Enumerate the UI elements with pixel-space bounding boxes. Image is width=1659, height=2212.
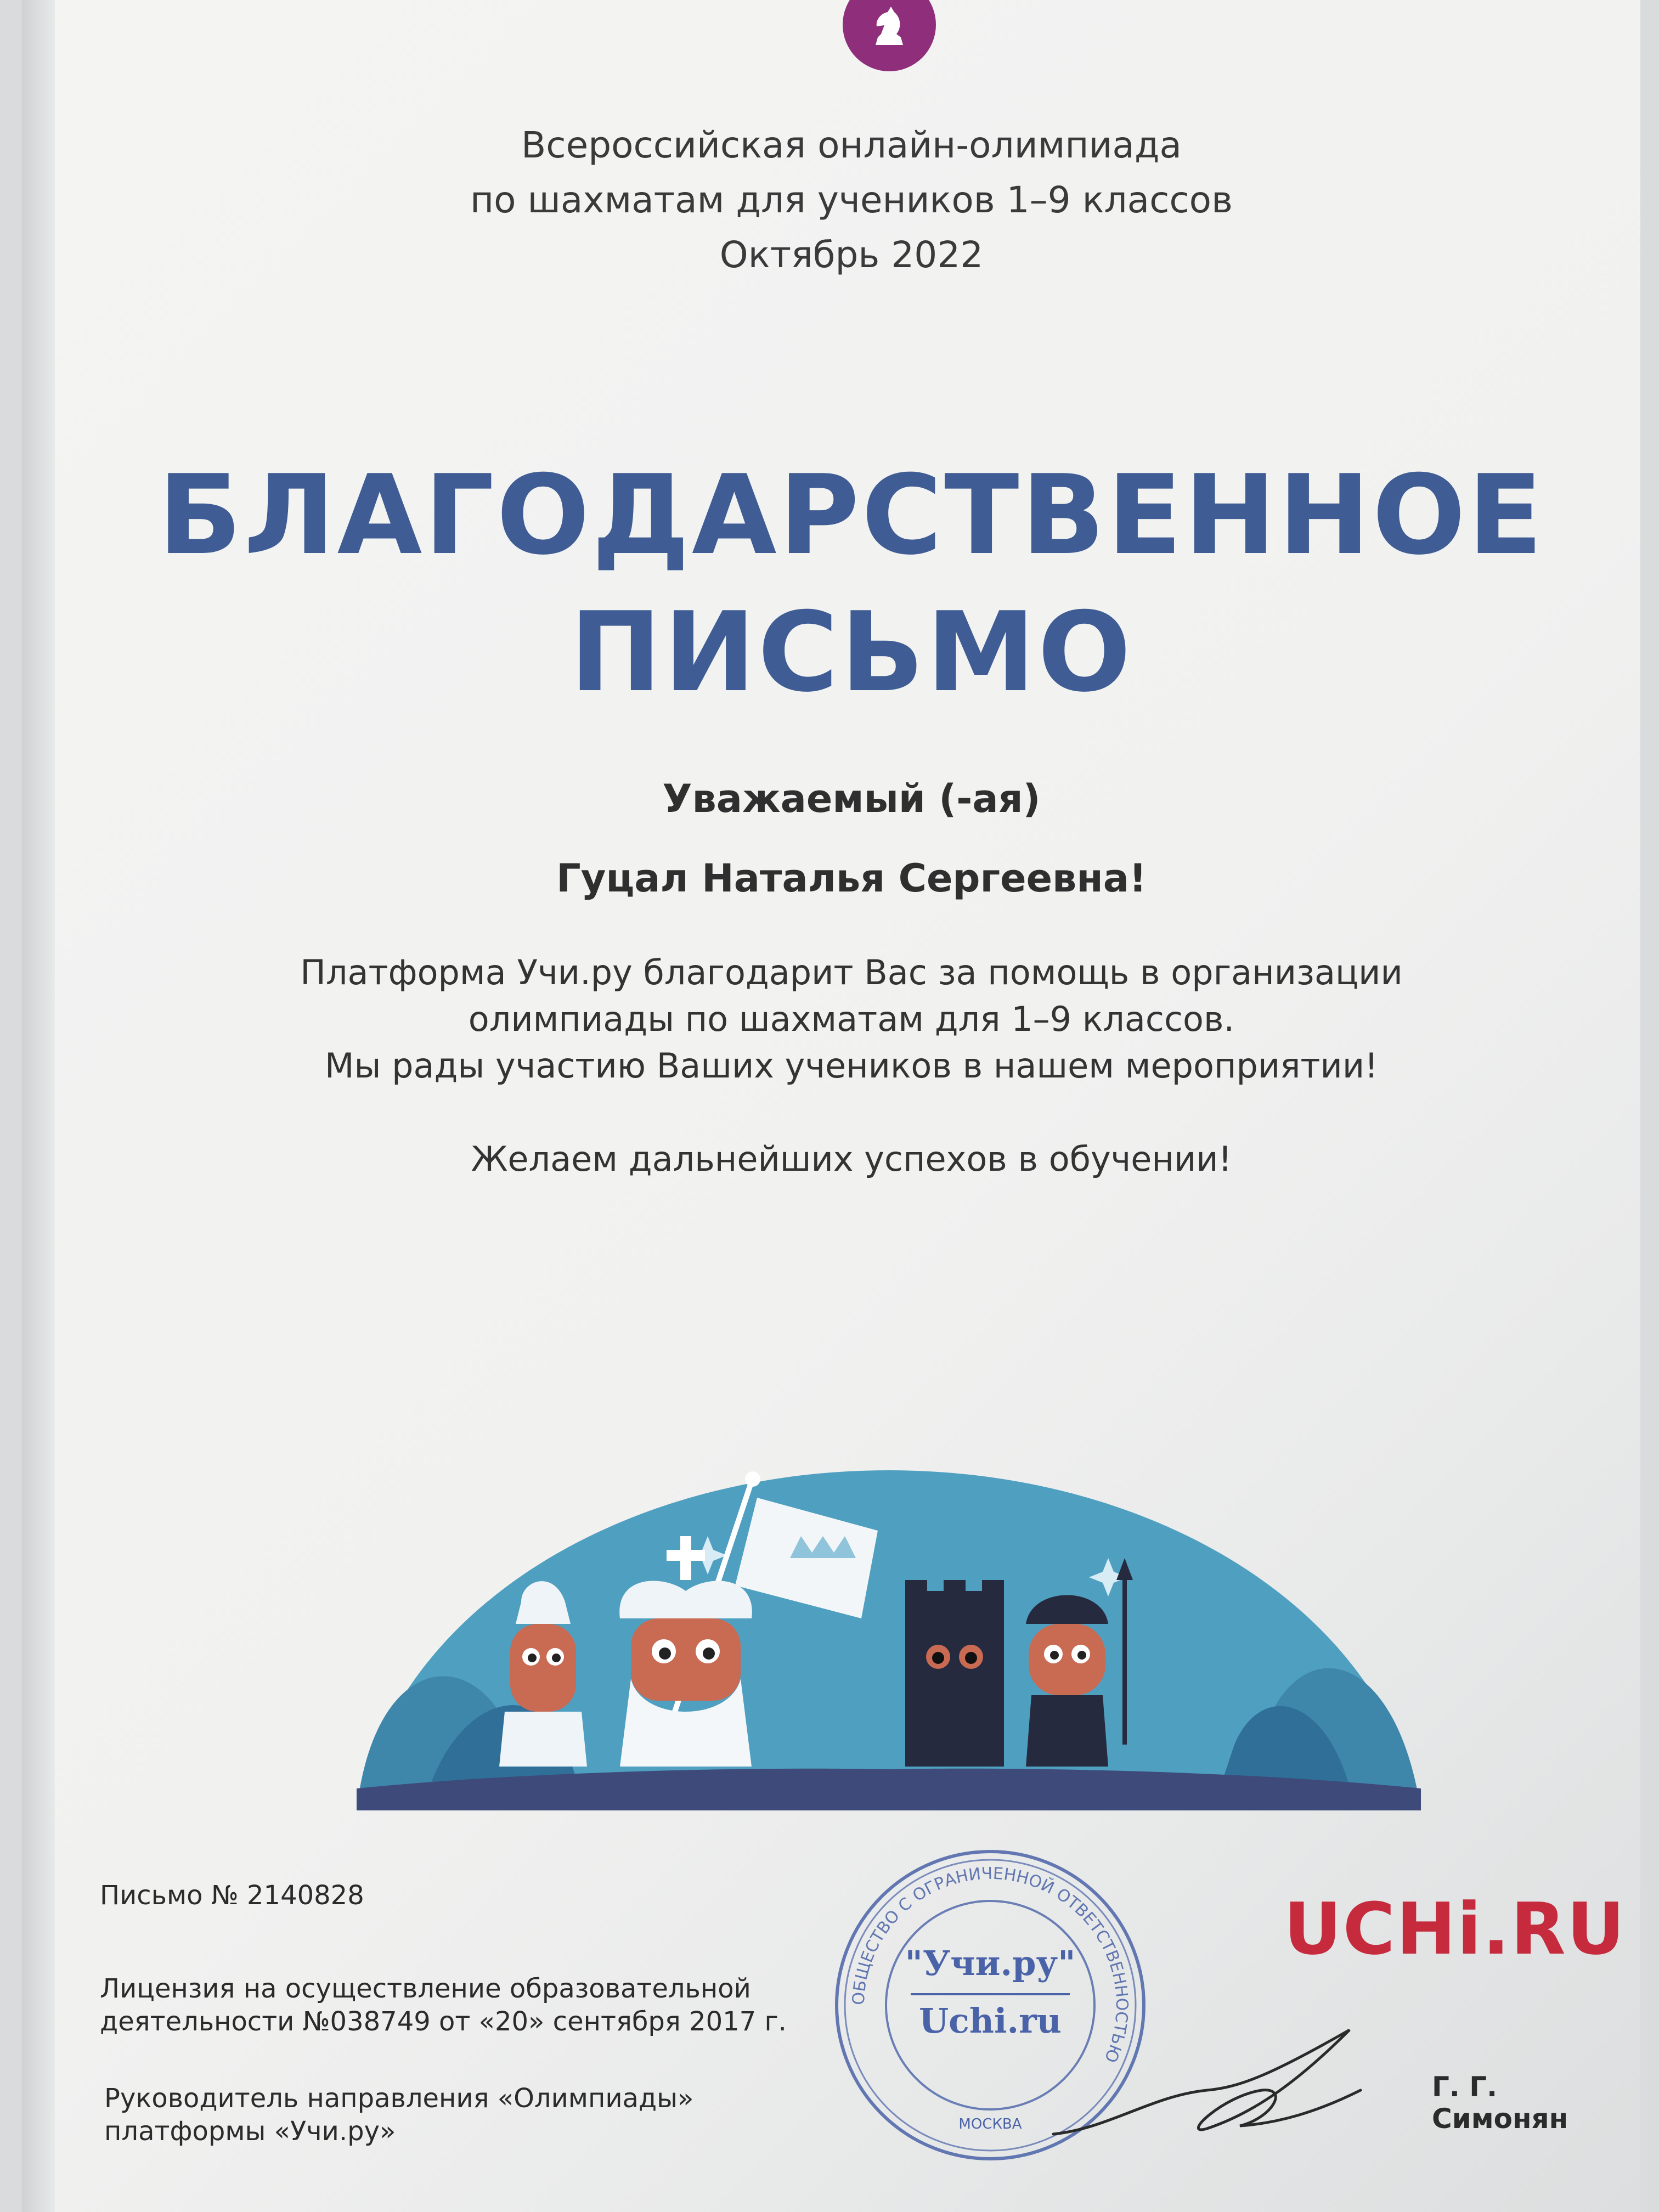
chess-pieces-illustration bbox=[357, 1437, 1421, 1810]
uchi-brand-logo: UCHi.RU bbox=[1284, 1887, 1626, 1971]
letter-number: Письмо № 2140828 bbox=[100, 1880, 364, 1911]
recipient-name: Гуцал Наталья Сергеевна! bbox=[556, 856, 1147, 901]
license-line2: деятельности №038749 от «20» сентября 2017 г. bbox=[100, 2006, 787, 2037]
stamp-city: МОСКВА bbox=[958, 2116, 1022, 2132]
body-line1: Платформа Учи.ру благодарит Вас за помощь в организации bbox=[300, 952, 1403, 992]
signature bbox=[1042, 2008, 1372, 2162]
body-line2: олимпиады по шахматам для 1–9 классов. bbox=[468, 999, 1235, 1039]
wish-line: Желаем дальнейших успехов в обучении! bbox=[471, 1139, 1232, 1179]
olympiad-date: Октябрь 2022 bbox=[719, 234, 984, 276]
role-line2: платформы «Учи.ру» bbox=[104, 2116, 396, 2147]
salutation: Уважаемый (-ая) bbox=[662, 776, 1041, 821]
signer-name: Г. Г. Симонян bbox=[1432, 2071, 1568, 2135]
stamp-ring-text: ОБЩЕСТВО С ОГРАНИЧЕННОЙ ОТВЕТСТВЕННОСТЬЮ bbox=[849, 1864, 1132, 2066]
title-line1: БЛАГОДАРСТВЕННОЕ bbox=[158, 452, 1545, 579]
certificate-page bbox=[22, 0, 1640, 2212]
role-line1: Руководитель направления «Олимпиады» bbox=[104, 2083, 694, 2114]
stamp-name-ru: "Учи.ру" bbox=[905, 1943, 1076, 1983]
olympiad-name-line1: Всероссийская онлайн-олимпиада bbox=[521, 124, 1182, 166]
stamp-name-en: Uchi.ru bbox=[919, 2001, 1062, 2041]
chess-knight-icon bbox=[865, 1, 914, 50]
license-line1: Лицензия на осуществление образовательной bbox=[100, 1973, 751, 2004]
sleeve-edge bbox=[22, 0, 55, 2212]
olympiad-logo bbox=[843, 0, 936, 71]
title-line2: ПИСЬМО bbox=[569, 589, 1133, 716]
olympiad-name-line2: по шахматам для учеников 1–9 классов bbox=[470, 179, 1233, 221]
body-line3: Мы рады участию Ваших учеников в нашем мероприятии! bbox=[324, 1046, 1378, 1086]
